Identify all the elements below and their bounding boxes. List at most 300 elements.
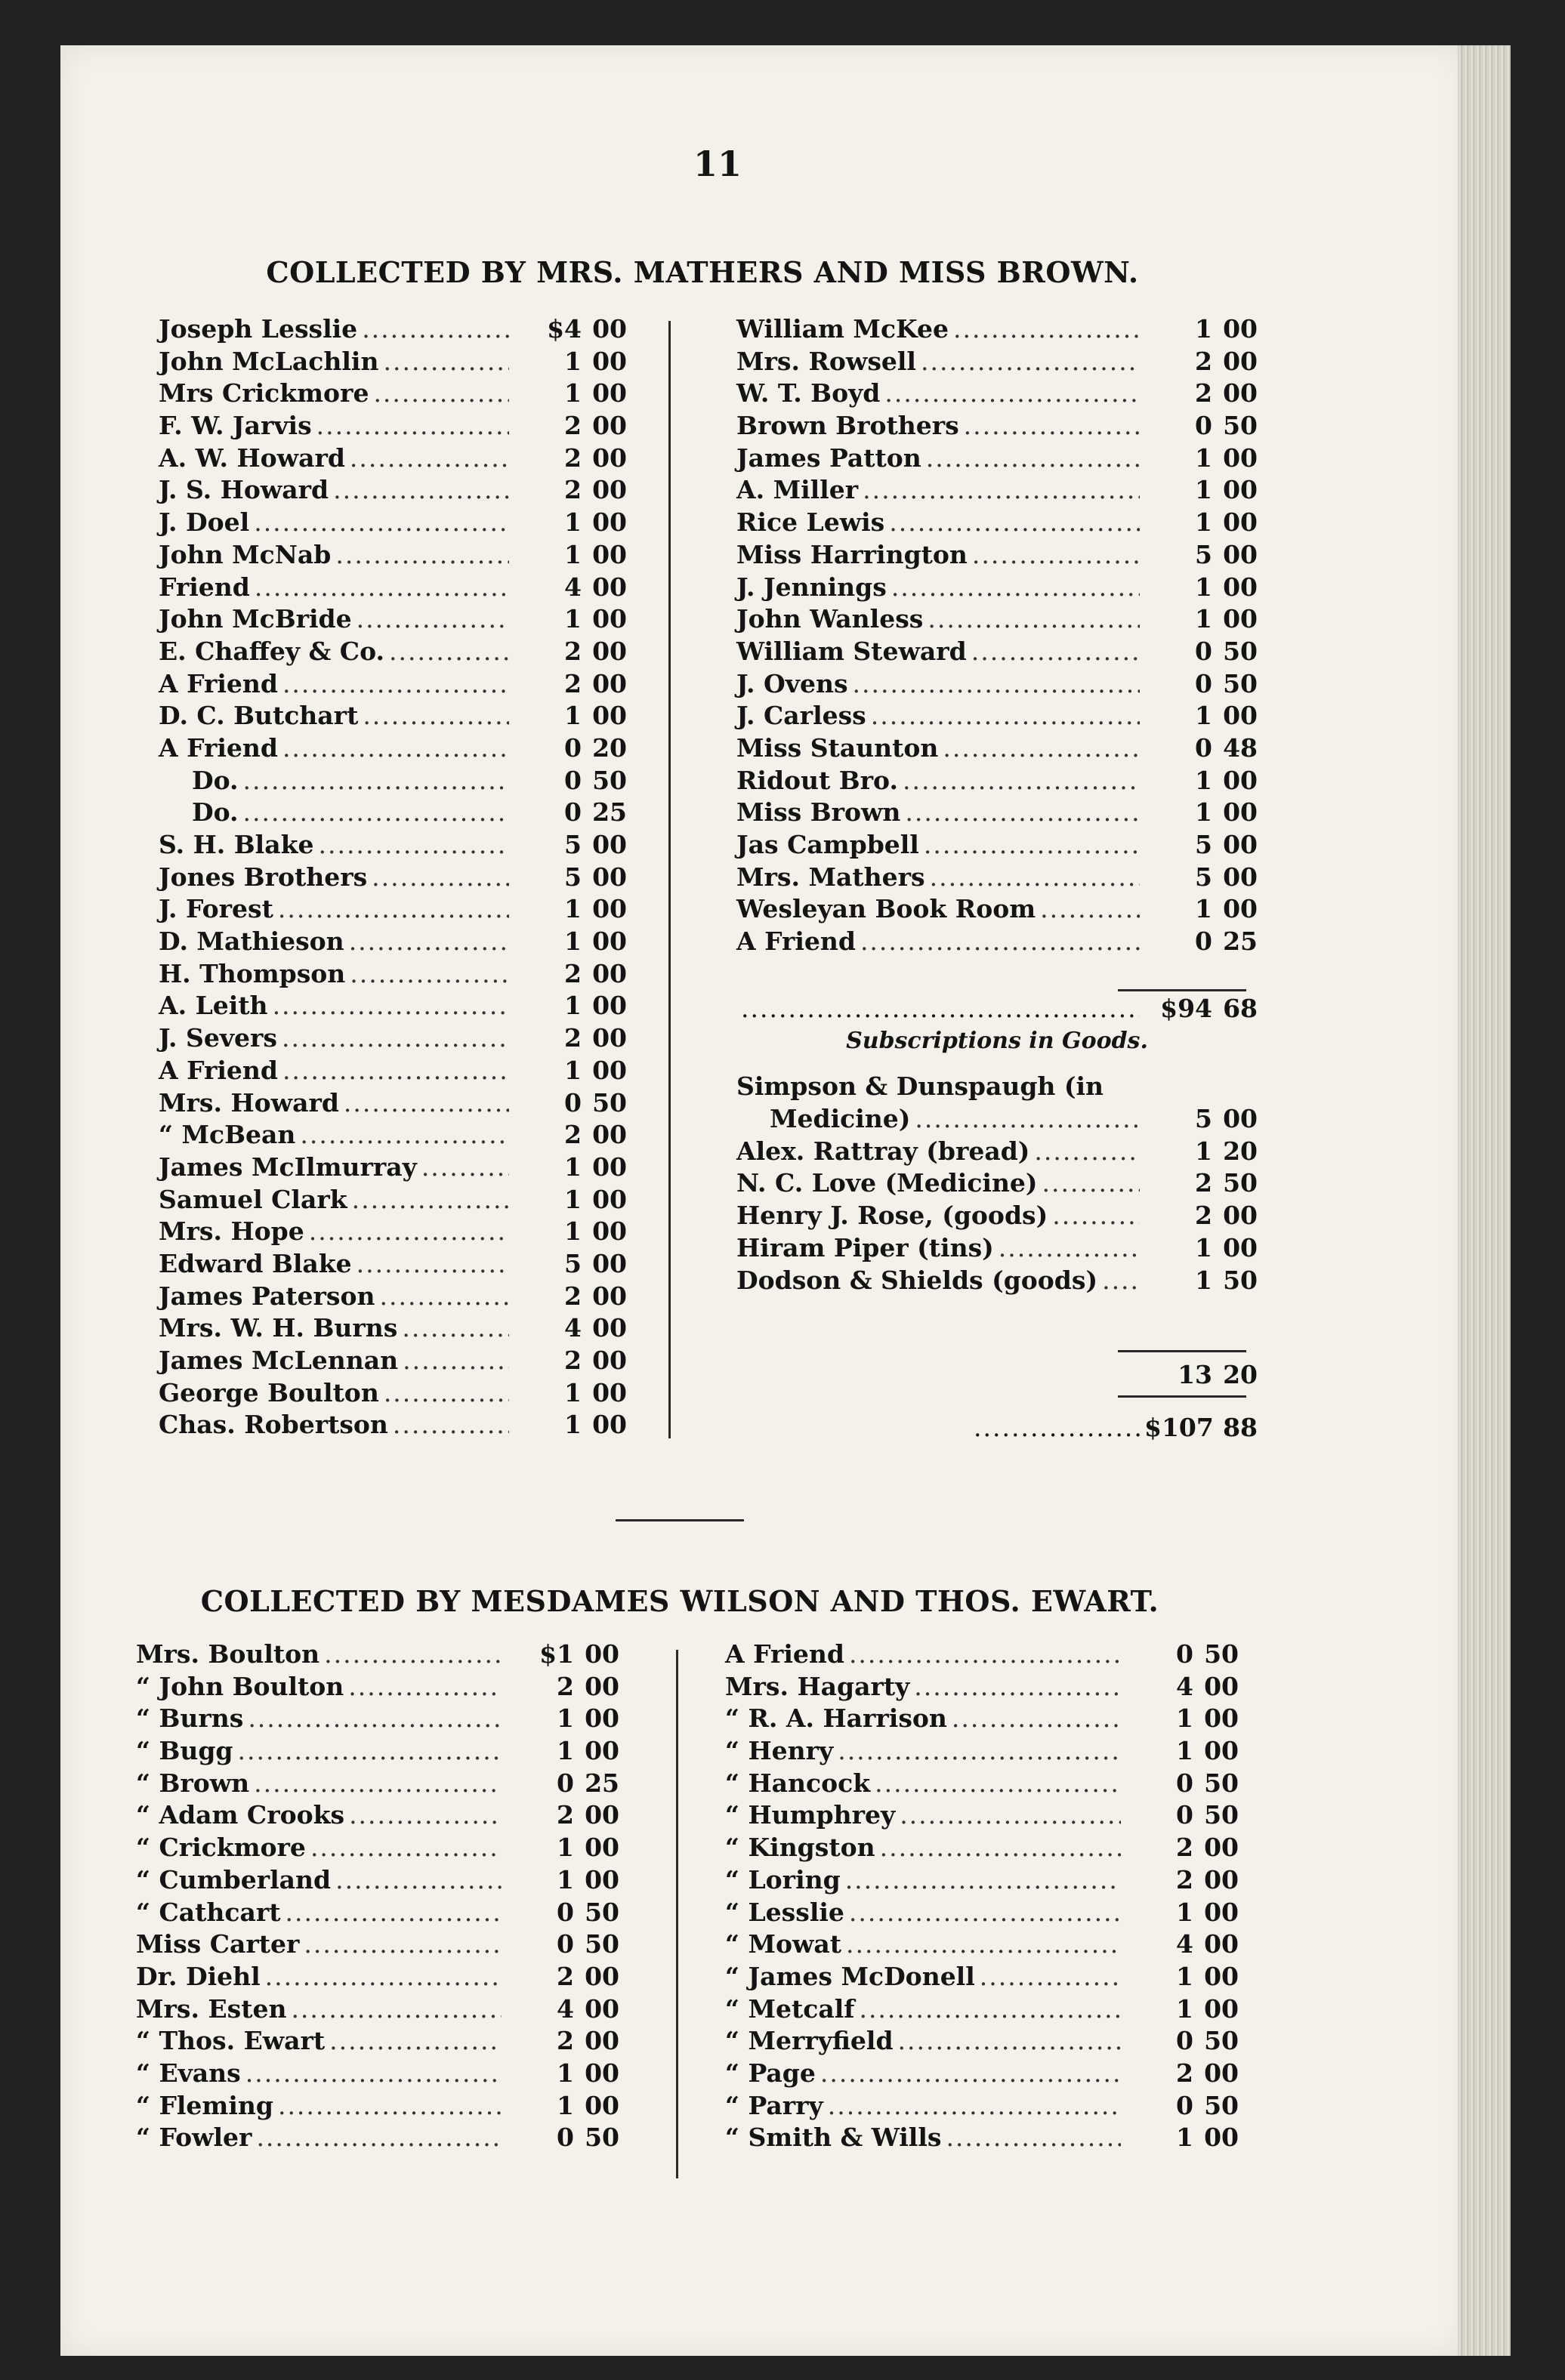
amount (1144, 668, 1258, 701)
donor-name: Mrs. Esten (136, 1993, 287, 2024)
list-item (725, 1928, 1239, 1961)
amount (514, 1087, 627, 1120)
amount-cents: 00 (585, 2090, 619, 2120)
amount (1144, 636, 1258, 668)
leader-dots (357, 603, 509, 636)
amount-dollars: 2 (564, 636, 582, 666)
leader-dots (889, 507, 1140, 539)
amount-cents: 00 (592, 1346, 627, 1375)
donor-name: Wesleyan Book Room (736, 894, 1036, 924)
donor-name: “ Crickmore (136, 1833, 306, 1863)
donor-name: “ Metcalf (725, 1993, 855, 2024)
amount-dollars: 1 (564, 1377, 582, 1407)
list-item (159, 893, 627, 926)
leader-dots (964, 410, 1140, 442)
leader-dots (974, 1412, 1140, 1444)
amount-dollars: 1 (1195, 475, 1212, 505)
amount-dollars: 5 (564, 830, 582, 859)
donor-name: “ Mowat (725, 1929, 842, 1959)
leader-dots (363, 700, 509, 732)
donor-name: D. Mathieson (159, 926, 344, 957)
amount-cents: 00 (1223, 797, 1258, 828)
amount-cents: 00 (585, 1639, 619, 1669)
amount-dollars: 1 (564, 346, 582, 376)
amount-dollars: 0 (557, 1929, 574, 1959)
list-item (725, 1703, 1239, 1735)
amount-cents: 50 (585, 1929, 619, 1959)
amount (1144, 829, 1258, 862)
list-item (136, 1961, 619, 1993)
amount (1144, 346, 1258, 378)
amount (514, 732, 627, 765)
leader-dots (946, 2122, 1121, 2154)
amount (1144, 378, 1258, 410)
leader-dots (402, 1312, 509, 1345)
donor-name: Do. (192, 797, 239, 828)
amount (506, 1671, 619, 1703)
donor-name: John McNab (159, 539, 332, 569)
amount-dollars: 1 (1195, 765, 1212, 795)
leader-dots (384, 1377, 509, 1410)
list-item (736, 668, 1258, 701)
donor-name: “ Kingston (725, 1833, 875, 1863)
amount-dollars: 1 (564, 539, 582, 569)
donor-name: J. Ovens (736, 668, 848, 698)
amount-dollars: 1 (1195, 572, 1212, 602)
amount-dollars: 0 (557, 1768, 574, 1798)
list-item (136, 1832, 619, 1864)
amount-cents: 00 (592, 1120, 627, 1150)
amount-dollars: 1 (1176, 1993, 1193, 2024)
amount-dollars: 1 (557, 2058, 574, 2088)
amount-cents: 50 (1223, 411, 1258, 441)
amount-dollars: 4 (1176, 1671, 1193, 1701)
amount-cents: 48 (1223, 732, 1258, 763)
list-item (159, 636, 627, 668)
amount-dollars: 2 (564, 411, 582, 441)
donor-name: “ Smith & Wills (725, 2123, 942, 2153)
list-item (736, 313, 1258, 346)
leader-dots (860, 926, 1140, 958)
leader-dots (1040, 893, 1140, 926)
amount-cents: 00 (1223, 346, 1258, 376)
amount (514, 862, 627, 894)
list-item (159, 1216, 627, 1248)
list-item (736, 410, 1258, 442)
amount-cents: 00 (592, 539, 627, 569)
donor-name: James Patton (736, 442, 921, 473)
leader-dots (953, 313, 1140, 346)
list-item (159, 829, 627, 862)
leader-dots (838, 1735, 1121, 1768)
amount (1144, 507, 1258, 539)
grand-total-block (736, 1412, 1258, 1444)
amount (514, 1312, 627, 1345)
leader-dots (243, 797, 509, 829)
leader-dots (282, 668, 509, 701)
amount (514, 1409, 627, 1441)
amount-dollars: 5 (1195, 830, 1212, 859)
amount-dollars: 1 (1195, 507, 1212, 538)
donor-name: “ McBean (159, 1120, 296, 1150)
amount (514, 1216, 627, 1248)
donor-name: Mrs. Rowsell (736, 346, 916, 376)
section1-subtotal-block (736, 993, 1258, 1296)
list-item (159, 1409, 627, 1441)
amount-dollars: 2 (1176, 2058, 1193, 2088)
amount-dollars: 2 (564, 1120, 582, 1150)
leader-dots (980, 1961, 1121, 1993)
amount-dollars: 2 (564, 1281, 582, 1311)
amount (1125, 1735, 1239, 1768)
amount-cents: 00 (592, 604, 627, 634)
leader-dots (421, 1151, 509, 1184)
list-item (736, 1232, 1258, 1265)
leader-dots (383, 346, 509, 378)
grand-total-rule (1118, 1395, 1246, 1398)
amount-dollars: 0 (1176, 1639, 1193, 1669)
amount (1144, 1103, 1258, 1136)
amount (514, 346, 627, 378)
amount (1125, 1671, 1239, 1703)
leader-dots (300, 1119, 509, 1151)
donor-name: John McLachlin (159, 346, 379, 376)
amount-dollars: 0 (1176, 2090, 1193, 2120)
amount-dollars: 0 (1195, 411, 1212, 441)
amount-cents: 00 (592, 991, 627, 1021)
amount-dollars: 4 (557, 1993, 574, 2024)
amount-dollars: 1 (564, 701, 582, 731)
leader-dots (898, 2025, 1121, 2058)
amount (1144, 603, 1258, 636)
donor-name: A Friend (736, 926, 856, 957)
amount-cents: 00 (1223, 442, 1258, 473)
amount-dollars: 1 (1195, 314, 1212, 344)
amount (514, 1377, 627, 1410)
donor-name: Do. (192, 765, 239, 795)
section-separator (616, 1519, 744, 1521)
amount-cents: 00 (585, 1833, 619, 1863)
list-item (736, 603, 1258, 636)
donor-name: Mrs. Mathers (736, 862, 925, 892)
list-item (159, 797, 627, 829)
amount-cents: 00 (1204, 1833, 1239, 1863)
amount (1144, 572, 1258, 604)
amount (1144, 893, 1258, 926)
list-item (736, 797, 1258, 829)
leader-dots (914, 1671, 1121, 1703)
amount-dollars: 2 (564, 1023, 582, 1053)
donor-name: Dodson & Shields (goods) (736, 1265, 1098, 1295)
leader-dots (1052, 1200, 1140, 1232)
donor-name: A Friend (725, 1639, 844, 1669)
amount (1144, 1200, 1258, 1232)
donor-name: J. S. Howard (159, 475, 329, 505)
amount (514, 1281, 627, 1313)
amount-cents: 00 (592, 668, 627, 698)
amount-dollars: 1 (1176, 1703, 1193, 1734)
leader-dots (352, 1184, 509, 1216)
amount-dollars: 1 (564, 1055, 582, 1085)
amount (506, 1735, 619, 1768)
amount-dollars: 1 (1195, 701, 1212, 731)
leader-dots (278, 2090, 502, 2123)
list-item (736, 926, 1258, 958)
leader-dots (335, 1864, 502, 1897)
amount-cents: 50 (585, 1897, 619, 1927)
amount (1144, 797, 1258, 829)
list-item (159, 926, 627, 958)
donor-name: William Steward (736, 636, 967, 666)
amount (514, 313, 627, 346)
leader-dots (871, 700, 1140, 732)
amount (1144, 1232, 1258, 1265)
list-item (736, 1265, 1258, 1297)
leader-dots (741, 993, 1140, 1025)
amount-dollars: 0 (564, 765, 582, 795)
list-item (736, 572, 1258, 604)
amount (1125, 1897, 1239, 1929)
donor-name: Chas. Robertson (159, 1410, 388, 1440)
amount (506, 1928, 619, 1961)
list-item (159, 1022, 627, 1055)
list-item (159, 410, 627, 442)
amount (506, 2090, 619, 2123)
leader-dots (971, 636, 1140, 668)
amount (514, 410, 627, 442)
amount (514, 958, 627, 991)
amount-dollars: 1 (564, 1410, 582, 1440)
donor-name: “ Burns (136, 1703, 244, 1734)
amount-cents: 00 (1223, 604, 1258, 634)
donor-name: N. C. Love (Medicine) (736, 1168, 1038, 1198)
leader-dots (254, 1768, 502, 1800)
amount-dollars: 1 (564, 1151, 582, 1182)
amount (1125, 1832, 1239, 1864)
amount-cents: 50 (1204, 1639, 1239, 1669)
amount-cents: 00 (585, 1800, 619, 1830)
donor-name: Miss Harrington (736, 539, 968, 569)
donor-name: A Friend (159, 732, 278, 763)
list-item (159, 1312, 627, 1345)
leader-dots (282, 732, 509, 765)
list-item (159, 313, 627, 346)
amount-dollars: 2 (1195, 378, 1212, 408)
amount-cents: 00 (1223, 701, 1258, 731)
leader-dots (905, 797, 1140, 829)
donor-name: A. W. Howard (159, 442, 345, 473)
goods-list (736, 1103, 1258, 1296)
leader-dots (357, 1248, 509, 1281)
amount-cents: 50 (1204, 2090, 1239, 2120)
amount-cents: 00 (592, 378, 627, 408)
donor-name: Brown Brothers (736, 411, 959, 441)
leader-dots (875, 1768, 1121, 1800)
section1-right-list (736, 313, 1258, 958)
list-item (159, 603, 627, 636)
list-item (136, 1864, 619, 1897)
amount-dollars: 2 (564, 475, 582, 505)
donor-name: J. Doel (159, 507, 250, 538)
list-item (136, 1993, 619, 2026)
amount-cents: 50 (1204, 2026, 1239, 2056)
amount-dollars: 0 (1195, 668, 1212, 698)
list-item (736, 507, 1258, 539)
amount-dollars: 1 (564, 507, 582, 538)
leader-dots (256, 2122, 502, 2154)
leader-dots (853, 668, 1140, 701)
donor-name: W. T. Boyd (736, 378, 881, 408)
amount-cents: 00 (1223, 378, 1258, 408)
donor-name: A Friend (159, 668, 278, 698)
leader-dots (1102, 1265, 1140, 1297)
donor-name: Mrs. Hagarty (725, 1671, 910, 1701)
donor-name: Mrs. Howard (159, 1087, 339, 1118)
section2-column-divider (676, 1650, 678, 2178)
list-item (159, 539, 627, 572)
amount (1144, 732, 1258, 765)
amount-cents: 00 (1223, 765, 1258, 795)
amount (506, 1768, 619, 1800)
list-item (136, 1897, 619, 1929)
amount (514, 990, 627, 1022)
amount (506, 2122, 619, 2154)
amount (1125, 2058, 1239, 2090)
page-number: 11 (693, 143, 742, 184)
section1-column-divider (668, 321, 671, 1438)
amount (514, 829, 627, 862)
leader-dots (282, 1022, 509, 1055)
leader-dots (403, 1345, 509, 1377)
leader-dots (372, 862, 509, 894)
amount (1125, 1799, 1239, 1832)
leader-dots (362, 313, 509, 346)
leader-dots (348, 1671, 502, 1703)
amount-cents: 50 (585, 2123, 619, 2153)
amount-cents: 50 (592, 1087, 627, 1118)
amount (506, 1897, 619, 1929)
subtotal-dollars: $94 (1160, 994, 1212, 1023)
amount-dollars: 0 (1176, 2026, 1193, 2056)
donor-name: “ Cathcart (136, 1897, 281, 1927)
leader-dots (884, 378, 1140, 410)
donor-name: “ Lesslie (725, 1897, 844, 1927)
list-item (159, 442, 627, 475)
leader-dots (344, 1087, 509, 1120)
leader-dots (380, 1281, 510, 1313)
section2-right-list (725, 1639, 1239, 2154)
amount-cents: 00 (592, 1377, 627, 1407)
amount (514, 603, 627, 636)
amount (1125, 1639, 1239, 1671)
amount-cents: 00 (592, 1410, 627, 1440)
amount (1125, 1993, 1239, 2026)
list-item (736, 893, 1258, 926)
leader-dots (309, 1216, 509, 1248)
amount-dollars: 2 (557, 1671, 574, 1701)
amount-cents: 00 (592, 411, 627, 441)
amount (1144, 539, 1258, 572)
amount-cents: 00 (592, 636, 627, 666)
donor-name: “ Bugg (136, 1736, 233, 1766)
amount-cents: 50 (1223, 1265, 1258, 1295)
list-item (136, 2122, 619, 2154)
amount-dollars: 0 (557, 2123, 574, 2153)
donor-name: A Friend (159, 1055, 278, 1085)
page-edge (1458, 45, 1511, 2356)
amount-cents: 00 (585, 1864, 619, 1894)
amount-dollars: 5 (1195, 539, 1212, 569)
donor-name: Alex. Rattray (bread) (736, 1136, 1030, 1166)
list-item (159, 1281, 627, 1313)
list-item (159, 1055, 627, 1087)
list-item (136, 2025, 619, 2058)
amount-cents: 00 (592, 1313, 627, 1343)
list-item (159, 668, 627, 701)
list-item (725, 1799, 1239, 1832)
goods-heading: Subscriptions in Goods. (846, 1027, 1148, 1054)
list-item (159, 862, 627, 894)
amount (514, 1151, 627, 1184)
amount (506, 1799, 619, 1832)
donor-name: Mrs. W. H. Burns (159, 1313, 398, 1343)
list-item (725, 2025, 1239, 2058)
amount-cents: 20 (1223, 1136, 1258, 1166)
list-item (725, 1993, 1239, 2026)
leader-dots (389, 636, 509, 668)
list-item (159, 346, 627, 378)
amount (1144, 862, 1258, 894)
leader-dots (238, 1735, 502, 1768)
list-item (136, 1671, 619, 1703)
amount (514, 1055, 627, 1087)
leader-dots (324, 1639, 502, 1671)
donor-name: J. Jennings (736, 572, 887, 602)
donor-name: Mrs Crickmore (159, 378, 369, 408)
amount (1144, 1136, 1258, 1168)
donor-name: “ Thos. Ewart (136, 2026, 326, 2056)
list-item (136, 1928, 619, 1961)
amount-cents: 00 (1204, 1671, 1239, 1701)
amount-dollars: 0 (564, 732, 582, 763)
donor-name: A. Leith (159, 991, 268, 1021)
donor-name: “ Henry (725, 1736, 834, 1766)
amount-cents: 00 (592, 1216, 627, 1247)
list-item (725, 2058, 1239, 2090)
donor-name: Jones Brothers (159, 862, 368, 892)
list-item (159, 1151, 627, 1184)
list-item (736, 474, 1258, 507)
list-item (736, 1167, 1258, 1200)
donor-name: Dr. Diehl (136, 1961, 261, 1991)
amount-dollars: 0 (564, 1087, 582, 1118)
amount-dollars: 1 (564, 1216, 582, 1247)
list-item (136, 2090, 619, 2123)
leader-dots (846, 1928, 1121, 1961)
amount-cents: 00 (592, 958, 627, 988)
amount-cents: 00 (592, 314, 627, 344)
donor-name: John Wanless (736, 604, 924, 634)
leader-dots (903, 765, 1140, 797)
amount (514, 442, 627, 475)
list-item (159, 507, 627, 539)
list-item (725, 1832, 1239, 1864)
list-item (159, 1345, 627, 1377)
donor-name: “ Loring (725, 1864, 841, 1894)
donor-name: “ R. A. Harrison (725, 1703, 947, 1734)
amount-dollars: $1 (539, 1639, 574, 1669)
list-item (736, 765, 1258, 797)
